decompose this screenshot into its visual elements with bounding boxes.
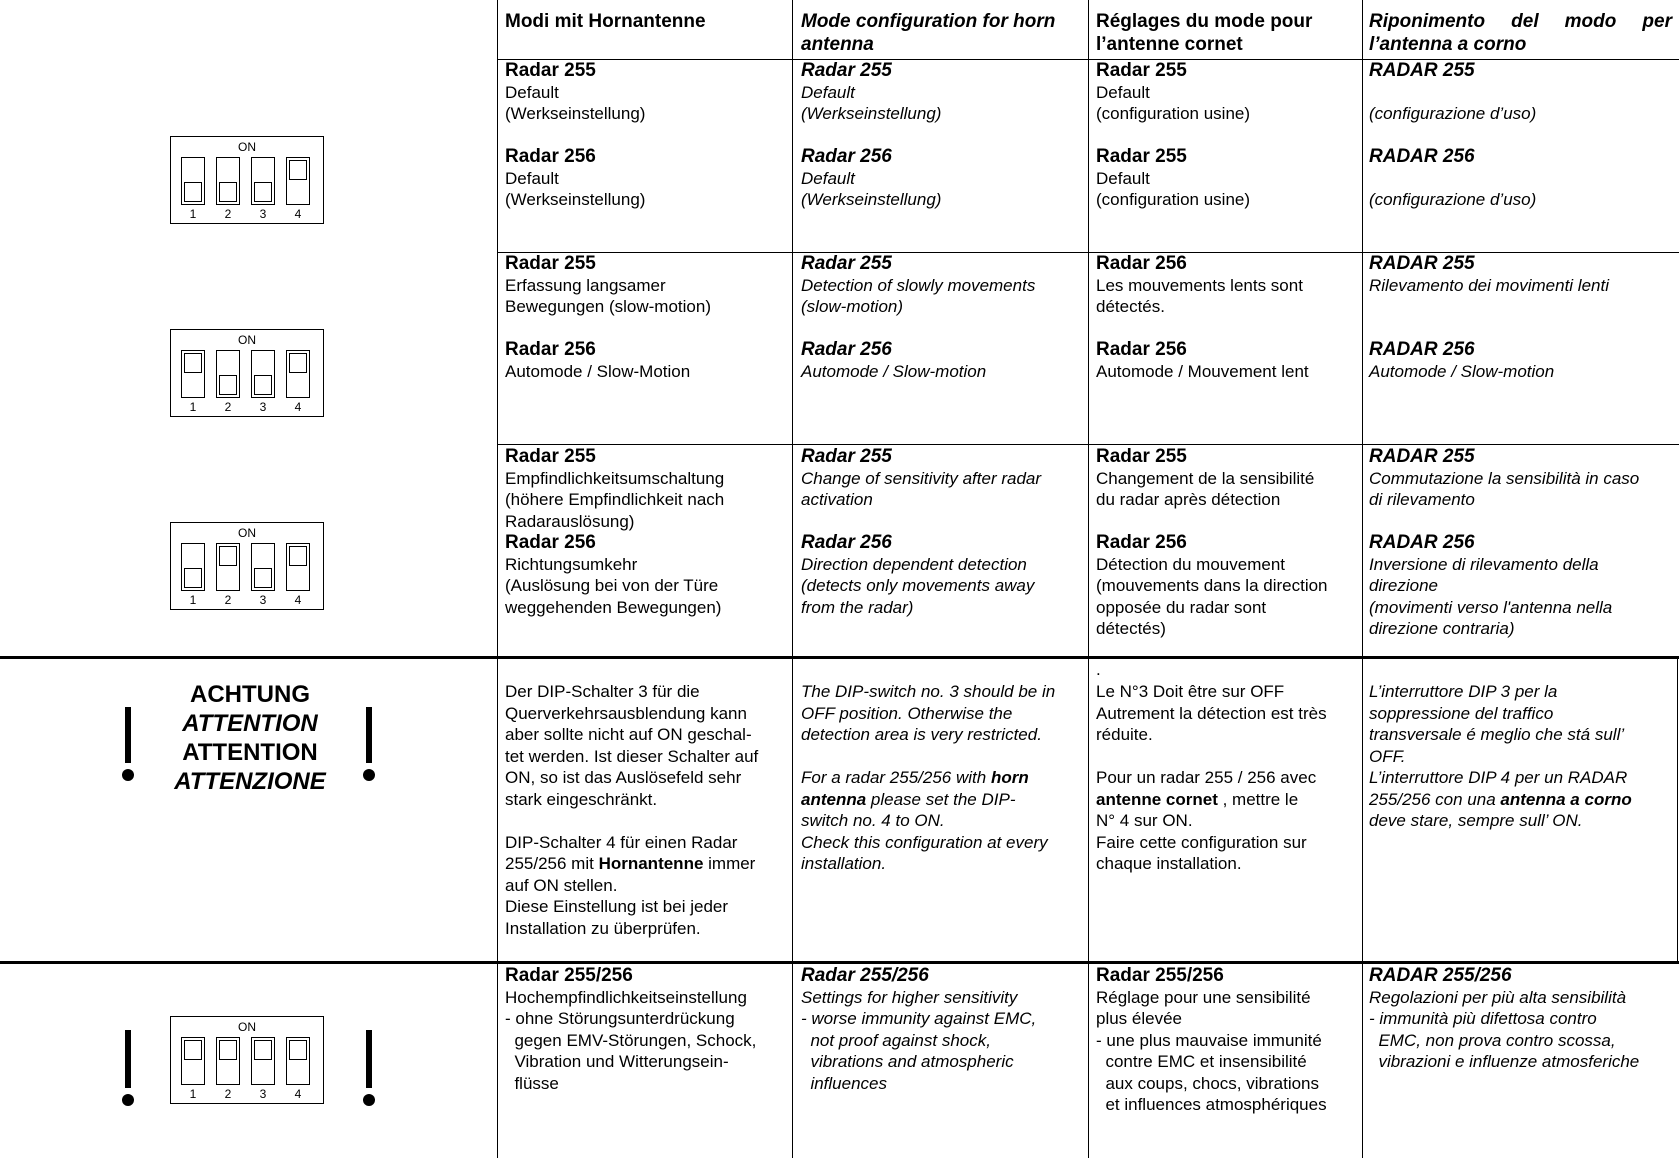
text-line: The DIP-switch no. 3 should be in <box>801 682 1056 701</box>
dip-knob-off <box>254 182 272 202</box>
text-line: di rilevamento <box>1369 490 1475 509</box>
row2-fr <box>1096 253 1309 382</box>
text-line: opposée du radar sont <box>1096 597 1267 617</box>
text-line: Radar 255/256 <box>1096 965 1224 986</box>
dip-knob-off <box>254 375 272 395</box>
dip-knob-on <box>184 353 202 373</box>
dip-on-label: ON <box>238 1020 256 1034</box>
dip-switch-4 <box>286 350 310 398</box>
text-line: soppressione del traffico <box>1369 703 1554 723</box>
warning-en <box>801 681 1055 875</box>
dip-switch-diagram <box>170 1016 324 1104</box>
text-line: Automode / Slow-motion <box>801 361 987 381</box>
exclamation-dot-icon <box>363 1094 375 1106</box>
text-line: - immunità più difettosa contro <box>1369 1009 1597 1028</box>
warning-right-border <box>1677 657 1678 963</box>
warning-it <box>1369 681 1632 832</box>
dip-switch-1 <box>181 350 205 398</box>
text-line <box>505 125 645 147</box>
text-line: (movimenti verso l'antenna nella <box>1369 597 1613 617</box>
text-line: détectés. <box>1096 297 1165 316</box>
header-fr: Réglages du mode pour l’antenne cornet <box>1096 11 1313 55</box>
text-line: OFF position. Otherwise the <box>801 703 1013 723</box>
text-line: aber sollte nicht auf ON geschal- <box>505 725 752 744</box>
text-line: Automode / Slow-motion <box>1369 361 1555 381</box>
dip-switch-4 <box>286 543 310 591</box>
last-fr <box>1096 965 1327 1116</box>
warning-top-border <box>0 656 1679 659</box>
text-line: (configurazione d’uso) <box>1369 190 1537 209</box>
text-line: Default <box>801 82 855 102</box>
text-line: Default <box>1096 82 1150 102</box>
text-line <box>801 318 1035 340</box>
text-line: (Werkseinstellung) <box>801 190 942 209</box>
dip-switch-diagram <box>170 522 324 610</box>
col-divider-1 <box>497 0 498 1158</box>
text-line: vibrazioni e influenze atmosferiche <box>1369 1052 1640 1071</box>
dip-number: 4 <box>294 400 302 414</box>
text-line: plus élevée <box>1096 1009 1183 1028</box>
dip-switch-diagram <box>170 136 324 224</box>
text-line: chaque installation. <box>1096 854 1242 873</box>
text-line: Direction dependent detection <box>801 554 1027 574</box>
text-line: direzione <box>1369 576 1438 595</box>
exclamation-icon <box>125 1030 131 1088</box>
warning-title-en: ATTENTION <box>182 710 318 737</box>
last-de <box>505 965 756 1094</box>
text-line: OFF. <box>1369 746 1406 766</box>
text-line: contre EMC et insensibilité <box>1096 1052 1307 1071</box>
text-line <box>801 511 1041 533</box>
col-divider-4 <box>1362 0 1363 1158</box>
dip-number: 2 <box>224 207 232 221</box>
header-it: Riponimento del modo per l’antenna a corno <box>1369 11 1672 55</box>
exclamation-icon <box>366 707 372 763</box>
text-line: Der DIP-Schalter 3 für die <box>505 682 700 701</box>
dip-knob-on <box>219 546 237 566</box>
text-line: L’interruttore DIP 3 per la <box>1369 682 1558 701</box>
text-line: Détection du mouvement <box>1096 554 1285 574</box>
text-line: Radar 255 <box>801 253 892 274</box>
text-line: Hochempfindlichkeitseinstellung <box>505 987 747 1007</box>
row-divider-2 <box>497 444 1679 445</box>
text-line: stark eingeschränkt. <box>505 789 658 809</box>
row3-de <box>505 446 724 618</box>
text-line: N° 4 sur ON. <box>1096 811 1193 830</box>
text-line: (Werkseinstellung) <box>801 104 942 123</box>
dip-number: 3 <box>259 400 267 414</box>
text-line: (Werkseinstellung) <box>505 104 646 123</box>
dip-switch-diagram <box>170 329 324 417</box>
dip-knob-on <box>289 353 307 373</box>
dip-number: 3 <box>259 593 267 607</box>
text-line: Default <box>801 168 855 188</box>
text-line: Radar 255 <box>505 253 596 274</box>
dip-number: 4 <box>294 593 302 607</box>
dip-switch-4 <box>286 157 310 205</box>
text-line: réduite. <box>1096 725 1153 744</box>
text-line <box>1096 125 1250 147</box>
text-line: Changement de la sensibilité <box>1096 468 1315 488</box>
text-line <box>1369 296 1609 318</box>
exclamation-dot-icon <box>363 769 375 781</box>
text-line: Default <box>505 168 559 188</box>
text-line: Radar 256 <box>505 146 596 167</box>
row1-it <box>1369 60 1536 211</box>
text-line: detection area is very restricted. <box>801 725 1042 744</box>
dip-knob-on <box>254 1040 272 1060</box>
text-line: Les mouvements lents sont <box>1096 275 1303 295</box>
dip-number: 1 <box>189 400 197 414</box>
text-line: RADAR 255 <box>1369 446 1475 467</box>
text-line: du radar après détection <box>1096 490 1281 509</box>
text-line: - ohne Störungsunterdrückung <box>505 1009 735 1028</box>
text-line: Radar 255 <box>505 60 596 81</box>
text-line: auf ON stellen. <box>505 875 618 895</box>
text-line: tet werden. Ist dieser Schalter auf <box>505 746 759 766</box>
text-line: Default <box>505 82 559 102</box>
last-it <box>1369 965 1639 1073</box>
text-line: Empfindlichkeitsumschaltung <box>505 468 725 488</box>
text-line: Vibration und Witterungsein- <box>505 1052 729 1071</box>
warning-fr-dot: . <box>1096 660 1101 679</box>
text-line: weggehenden Bewegungen) <box>505 597 722 617</box>
text-line: 255/256 mit Hornantenne immer <box>505 854 756 873</box>
dip-on-label: ON <box>238 333 256 347</box>
text-line: gegen EMV-Störungen, Schock, <box>505 1030 757 1050</box>
dip-on-label: ON <box>238 140 256 154</box>
text-line: Default <box>1096 168 1150 188</box>
text-line: RADAR 255 <box>1369 60 1475 81</box>
text-line: switch no. 4 to ON. <box>801 811 945 830</box>
text-line: Rilevamento dei movimenti lenti <box>1369 275 1609 295</box>
dip-switch-3 <box>251 543 275 591</box>
text-line: not proof against shock, <box>801 1030 991 1050</box>
dip-switch-3 <box>251 1037 275 1085</box>
text-line: (mouvements dans la direction <box>1096 576 1328 595</box>
text-line: Richtungsumkehr <box>505 554 638 574</box>
text-line <box>1369 511 1639 533</box>
text-line: activation <box>801 490 873 509</box>
warning-titles <box>140 680 360 796</box>
text-line: (configuration usine) <box>1096 104 1251 123</box>
text-line: Pour un radar 255 / 256 avec <box>1096 768 1317 787</box>
text-line: Diese Einstellung ist bei jeder <box>505 897 729 916</box>
text-line: Radar 256 <box>801 339 892 360</box>
dip-number: 2 <box>224 1087 232 1101</box>
text-line: (höhere Empfindlichkeit nach <box>505 490 725 509</box>
text-line <box>1369 318 1609 340</box>
text-line: RADAR 256 <box>1369 146 1475 167</box>
dip-number: 2 <box>224 400 232 414</box>
text-line: from the radar) <box>801 597 914 617</box>
text-line: For a radar 255/256 with horn <box>801 768 1029 787</box>
text-line <box>801 125 941 147</box>
text-line: ON, so ist das Auslösefeld sehr <box>505 768 742 787</box>
dip-knob-on <box>289 160 307 180</box>
text-line: 255/256 con una antenna a corno <box>1369 789 1632 809</box>
dip-switch-1 <box>181 543 205 591</box>
exclamation-dot-icon <box>122 1094 134 1106</box>
dip-switch-2 <box>216 157 240 205</box>
row3-en <box>801 446 1041 618</box>
warning-bottom-border <box>0 961 1679 964</box>
text-line: Radar 255/256 <box>801 965 929 986</box>
dip-knob-on <box>289 1040 307 1060</box>
text-line: transversale é meglio che stá sull’ <box>1369 725 1625 744</box>
text-line: Radar 256 <box>1096 532 1187 553</box>
text-line: détectés) <box>1096 619 1166 638</box>
text-line: (detects only movements away <box>801 576 1035 595</box>
text-line <box>1369 168 1536 190</box>
text-line: Erfassung langsamer <box>505 275 666 295</box>
text-line: RADAR 256 <box>1369 339 1475 360</box>
text-line: Réglage pour une sensibilité <box>1096 987 1311 1007</box>
text-line <box>505 318 711 340</box>
text-line: Radar 255/256 <box>505 965 633 986</box>
text-line: Regolazioni per più alta sensibilità <box>1369 987 1627 1007</box>
text-line: (slow-motion) <box>801 297 904 316</box>
text-line: Change of sensitivity after radar <box>801 468 1042 488</box>
dip-number: 1 <box>189 593 197 607</box>
row2-de <box>505 253 711 382</box>
row1-en <box>801 60 941 211</box>
text-line: DIP-Schalter 4 für einen Radar <box>505 832 738 852</box>
row1-de <box>505 60 645 211</box>
text-line: direzione contraria) <box>1369 619 1515 638</box>
text-line: RADAR 256 <box>1369 532 1475 553</box>
text-line <box>1369 125 1536 147</box>
text-line: Automode / Slow-Motion <box>505 361 691 381</box>
text-line: et influences atmosphériques <box>1096 1095 1327 1114</box>
dip-number: 3 <box>259 207 267 221</box>
text-line: - worse immunity against EMC, <box>801 1009 1037 1028</box>
warning-de <box>505 681 758 939</box>
text-line: installation. <box>801 854 887 873</box>
warning-title-it: ATTENZIONE <box>174 768 326 795</box>
warning-title-de: ACHTUNG <box>190 681 310 708</box>
text-line: deve stare, sempre sull’ ON. <box>1369 811 1583 830</box>
row3-it <box>1369 446 1639 640</box>
text-line: Radar 256 <box>505 339 596 360</box>
last-en <box>801 965 1036 1094</box>
text-line: Radar 256 <box>801 532 892 553</box>
text-line: (configuration usine) <box>1096 190 1251 209</box>
text-line: Radar 255 <box>801 60 892 81</box>
exclamation-icon <box>366 1030 372 1088</box>
dip-switch-2 <box>216 350 240 398</box>
text-line <box>1369 82 1536 104</box>
text-line: - une plus mauvaise immunité <box>1096 1030 1322 1050</box>
text-line: Radar 255 <box>1096 446 1187 467</box>
dip-knob-on <box>289 546 307 566</box>
dip-switch-1 <box>181 157 205 205</box>
text-line: Commutazione la sensibilità in caso <box>1369 468 1640 488</box>
text-line: L’interruttore DIP 4 per un RADAR <box>1369 768 1628 787</box>
text-line: RADAR 255/256 <box>1369 965 1512 986</box>
text-line <box>801 746 1055 768</box>
text-line: (Auslösung bei von der Türe <box>505 576 719 595</box>
text-line: Radar 255 <box>505 446 596 467</box>
text-line: Radarauslösung) <box>505 511 635 531</box>
text-line: Radar 256 <box>505 532 596 553</box>
text-line: antenne cornet , mettre le <box>1096 789 1299 809</box>
text-line: aux coups, chocs, vibrations <box>1096 1073 1320 1093</box>
col-divider-2 <box>792 0 793 1158</box>
text-line: Le N°3 Doit être sur OFF <box>1096 682 1285 701</box>
dip-switch-4 <box>286 1037 310 1085</box>
text-line: Radar 255 <box>801 446 892 467</box>
dip-switch-3 <box>251 157 275 205</box>
dip-knob-on <box>219 1040 237 1060</box>
text-line: flüsse <box>505 1073 559 1093</box>
text-line: Radar 256 <box>801 146 892 167</box>
col-divider-3 <box>1088 0 1089 1158</box>
text-line: Radar 255 <box>1096 60 1187 81</box>
text-line: RADAR 255 <box>1369 253 1475 274</box>
text-line: Radar 255 <box>1096 146 1187 167</box>
dip-switch-3 <box>251 350 275 398</box>
text-line <box>1096 318 1309 340</box>
text-line: Faire cette configuration sur <box>1096 832 1307 852</box>
dip-number: 1 <box>189 1087 197 1101</box>
dip-knob-on <box>184 1040 202 1060</box>
text-line: Detection of slowly movements <box>801 275 1036 295</box>
dip-number: 2 <box>224 593 232 607</box>
text-line <box>1096 746 1327 768</box>
row2-it <box>1369 253 1609 382</box>
dip-number: 1 <box>189 207 197 221</box>
text-line: Installation zu überprüfen. <box>505 918 701 938</box>
text-line: Settings for higher sensitivity <box>801 987 1018 1007</box>
header-en: Mode configuration for horn antenna <box>801 11 1056 55</box>
text-line: Check this configuration at every <box>801 832 1048 852</box>
text-line: antenna please set the DIP- <box>801 789 1016 809</box>
dip-knob-off <box>219 375 237 395</box>
dip-number: 3 <box>259 1087 267 1101</box>
text-line: EMC, non prova contro scossa, <box>1369 1030 1616 1050</box>
warning-fr <box>1096 681 1327 875</box>
dip-switch-2 <box>216 1037 240 1085</box>
row2-en <box>801 253 1035 382</box>
row1-fr <box>1096 60 1250 211</box>
row3-fr <box>1096 446 1328 640</box>
dip-knob-off <box>219 182 237 202</box>
text-line: Inversione di rilevamento della <box>1369 554 1599 574</box>
text-line <box>505 810 758 832</box>
header-de: Modi mit Hornantenne <box>505 11 706 32</box>
dip-number: 4 <box>294 207 302 221</box>
text-line: Bewegungen (slow-motion) <box>505 297 711 316</box>
dip-switch-1 <box>181 1037 205 1085</box>
text-line: vibrations and atmospheric <box>801 1052 1014 1071</box>
dip-number: 4 <box>294 1087 302 1101</box>
dip-knob-off <box>254 568 272 588</box>
text-line: Querverkehrsausblendung kann <box>505 703 747 723</box>
dip-on-label: ON <box>238 526 256 540</box>
dip-knob-off <box>184 182 202 202</box>
text-line <box>1096 511 1328 533</box>
text-line: Radar 256 <box>1096 339 1187 360</box>
text-line: (Werkseinstellung) <box>505 190 646 209</box>
exclamation-icon <box>125 707 131 763</box>
exclamation-dot-icon <box>122 769 134 781</box>
text-line: Automode / Mouvement lent <box>1096 361 1309 381</box>
text-line: Autrement la détection est très <box>1096 703 1327 723</box>
dip-knob-off <box>184 568 202 588</box>
text-line: (configurazione d’uso) <box>1369 104 1537 123</box>
text-line: Radar 256 <box>1096 253 1187 274</box>
warning-title-fr: ATTENTION <box>182 739 318 766</box>
dip-switch-2 <box>216 543 240 591</box>
text-line: influences <box>801 1073 887 1093</box>
